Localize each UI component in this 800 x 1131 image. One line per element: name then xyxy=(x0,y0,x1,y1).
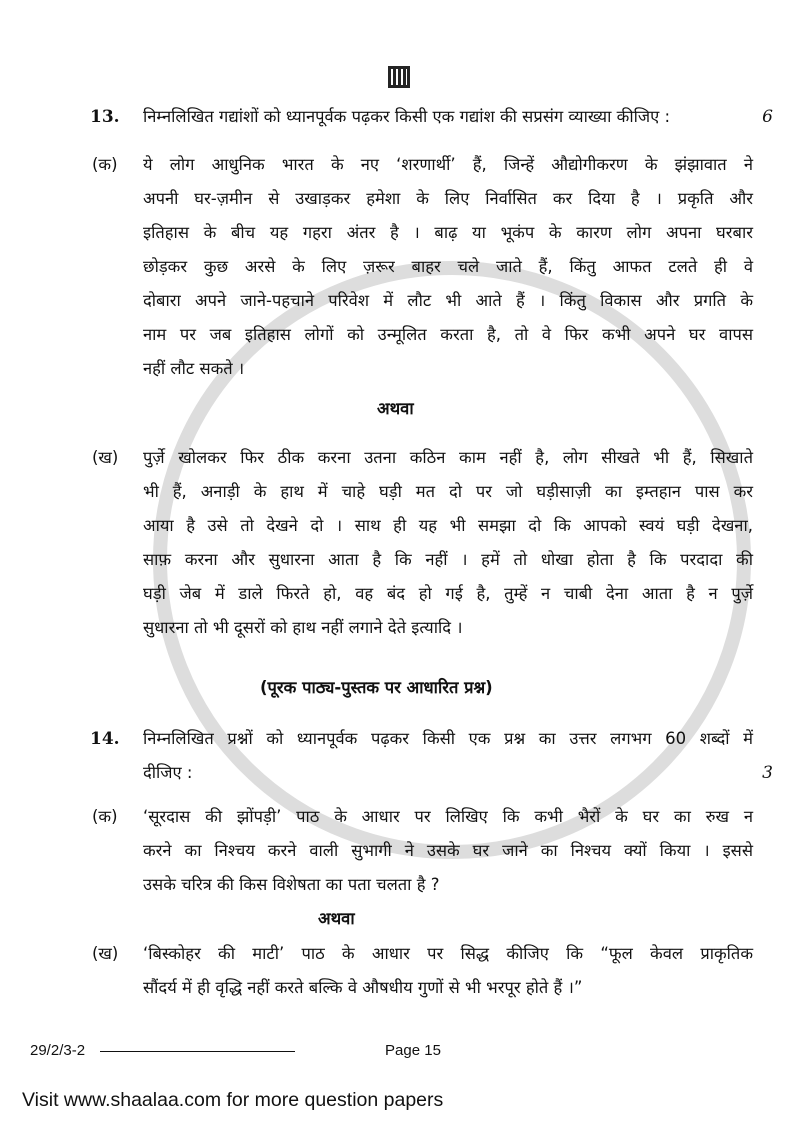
question-line: करने का निश्चय करने वाली सुभागी ने उसके घर जाने का निश्चय क्यों किया । इससे xyxy=(143,841,753,860)
passage-line: घड़ी जेब में डाले फिरते हो, वह बंद हो गई है, तुम्हें न चाबी देना आता है न पुर्ज़े xyxy=(143,584,753,603)
passage-line: ये लोग आधुनिक भारत के नए ‘शरणार्थी’ हैं, जिन्हें औद्योगीकरण के झंझावात ने xyxy=(143,155,753,174)
passage-line: नहीं लौट सकते । xyxy=(143,359,245,378)
marks: 3 xyxy=(762,763,773,783)
passage-line: साफ़ करना और सुधारना आता है कि नहीं । हमें तो धोखा होता है कि परदादा की xyxy=(143,550,753,569)
passage-line: छोड़कर कुछ अरसे के लिए ज़रूर बाहर चले जाते हैं, किंतु आफत टलते ही वे xyxy=(143,257,753,276)
option-b xyxy=(90,937,753,1005)
question-line: ‘बिस्कोहर की माटी’ पाठ के आधार पर सिद्ध कीजिए कि “फूल केवल प्राकृतिक xyxy=(143,944,753,963)
question-instruction: निम्नलिखित गद्यांशों को ध्यानपूर्वक पढ़कर किसी एक गद्यांश की सप्रसंग व्याख्या कीजिए : xyxy=(143,107,671,126)
passage-line: भी हैं, अनाड़ी के हाथ में चाहे घड़ी मत दो पर जो घड़ीसाज़ी का इम्तहान पास कर xyxy=(143,482,753,501)
question-number: 13. xyxy=(90,107,120,127)
page-number: Page 15 xyxy=(385,1042,441,1059)
option-a xyxy=(90,800,753,902)
question-line: उसके चरित्र की किस विशेषता का पता चलता है ? xyxy=(143,875,440,894)
option-a xyxy=(90,148,753,386)
option-label: (ख) xyxy=(92,944,119,963)
option-label: (ख) xyxy=(92,448,119,467)
question-page xyxy=(22,0,773,1126)
marks: 6 xyxy=(762,107,773,127)
promo-link[interactable]: Visit www.shaalaa.com for more question papers xyxy=(22,1089,444,1111)
page-footer xyxy=(30,1041,753,1061)
question-14-header xyxy=(90,722,773,790)
passage-line: इतिहास के बीच यह गहरा अंतर है । बाढ़ या भूकंप के कारण लोग अपना घरबार xyxy=(143,223,753,242)
footer-divider xyxy=(100,1051,295,1052)
passage-line: दोबारा अपने जाने-पहचाने परिवेश में लौट भी आते हैं । किंतु विकास और प्रगति के xyxy=(143,291,753,310)
or-divider: अथवा xyxy=(318,909,355,928)
or-divider: अथवा xyxy=(377,399,414,418)
section-heading: (पूरक पाठ्य-पुस्तक पर आधारित प्रश्न) xyxy=(260,678,493,697)
option-label: (क) xyxy=(92,807,118,826)
passage-line: आया है उसे तो देखने दो । साथ ही यह भी समझा दो कि आपको स्वयं घड़ी देखना, xyxy=(143,516,753,535)
passage-line: पुर्ज़े खोलकर फिर ठीक करना उतना कठिन काम नहीं है, लोग सीखते भी हैं, सिखाते xyxy=(143,448,753,467)
question-line: ‘सूरदास की झोंपड़ी’ पाठ के आधार पर लिखिए कि कभी भैरों के घर का रुख न xyxy=(143,807,753,826)
question-instruction: निम्नलिखित प्रश्नों को ध्यानपूर्वक पढ़कर किसी एक प्रश्न का उत्तर लगभग 60 शब्दों में xyxy=(143,729,753,748)
passage-line: नाम पर जब इतिहास लोगों को उन्मूलित करता है, तो वे फिर कभी अपने घर वापस xyxy=(143,325,753,344)
paper-code: 29/2/3-2 xyxy=(30,1042,86,1059)
question-line: सौंदर्य में ही वृद्धि नहीं करते बल्कि वे औषधीय गुणों से भी भरपूर होते हैं ।” xyxy=(143,978,583,997)
question-instruction: दीजिए : xyxy=(143,763,193,782)
question-number: 14. xyxy=(90,729,120,749)
option-b xyxy=(90,441,753,645)
passage-line: सुधारना तो भी दूसरों को हाथ नहीं लगाने देते इत्यादि । xyxy=(143,618,463,637)
passage-line: अपनी घर-ज़मीन से उखाड़कर हमेशा के लिए निर्वासित कर दिया है । प्रकृति और xyxy=(143,189,753,208)
question-13-header xyxy=(90,100,773,134)
option-label: (क) xyxy=(92,155,118,174)
